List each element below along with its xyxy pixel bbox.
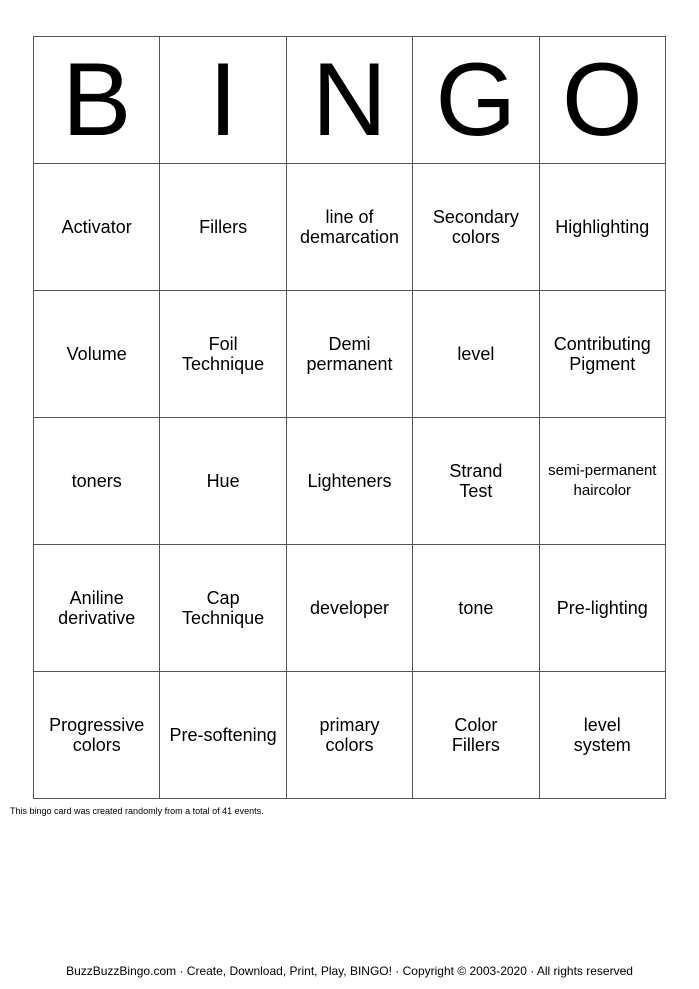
bingo-cell: Hue <box>160 418 286 545</box>
bingo-row <box>34 291 666 418</box>
bingo-header-row <box>34 37 666 164</box>
bingo-header-letter: O <box>539 37 665 164</box>
bingo-header-letter: I <box>160 37 286 164</box>
bingo-cell: line of demarcation <box>286 164 412 291</box>
bingo-cell: Pre-softening <box>160 672 286 799</box>
bingo-cell: developer <box>286 545 412 672</box>
bingo-cell: primary colors <box>286 672 412 799</box>
bingo-cell: Foil Technique <box>160 291 286 418</box>
bingo-cell: Secondary colors <box>413 164 539 291</box>
bingo-row <box>34 672 666 799</box>
bingo-row <box>34 164 666 291</box>
bingo-row <box>34 418 666 545</box>
bingo-cell: level system <box>539 672 665 799</box>
bingo-cell: Volume <box>34 291 160 418</box>
bingo-cell: Lighteners <box>286 418 412 545</box>
bingo-card <box>33 36 666 799</box>
bingo-cell: Contributing Pigment <box>539 291 665 418</box>
bingo-cell: toners <box>34 418 160 545</box>
bingo-cell: Cap Technique <box>160 545 286 672</box>
bingo-cell: tone <box>413 545 539 672</box>
bingo-cell: Color Fillers <box>413 672 539 799</box>
page-footer: BuzzBuzzBingo.com · Create, Download, Print, Play, BINGO! · Copyright © 2003-2020 · All rights reserved <box>66 964 633 978</box>
bingo-cell: Highlighting <box>539 164 665 291</box>
bingo-header-letter: G <box>413 37 539 164</box>
bingo-cell: Fillers <box>160 164 286 291</box>
bingo-row <box>34 545 666 672</box>
bingo-header-letter: B <box>34 37 160 164</box>
bingo-cell: level <box>413 291 539 418</box>
bingo-cell: semi-permanent haircolor <box>539 418 665 545</box>
bingo-cell: Progressive colors <box>34 672 160 799</box>
bingo-header-letter: N <box>286 37 412 164</box>
bingo-cell: Strand Test <box>413 418 539 545</box>
bingo-cell: Demi permanent <box>286 291 412 418</box>
card-note: This bingo card was created randomly from a total of 41 events. <box>10 806 264 816</box>
bingo-cell: Activator <box>34 164 160 291</box>
bingo-cell: Aniline derivative <box>34 545 160 672</box>
bingo-cell: Pre-lighting <box>539 545 665 672</box>
